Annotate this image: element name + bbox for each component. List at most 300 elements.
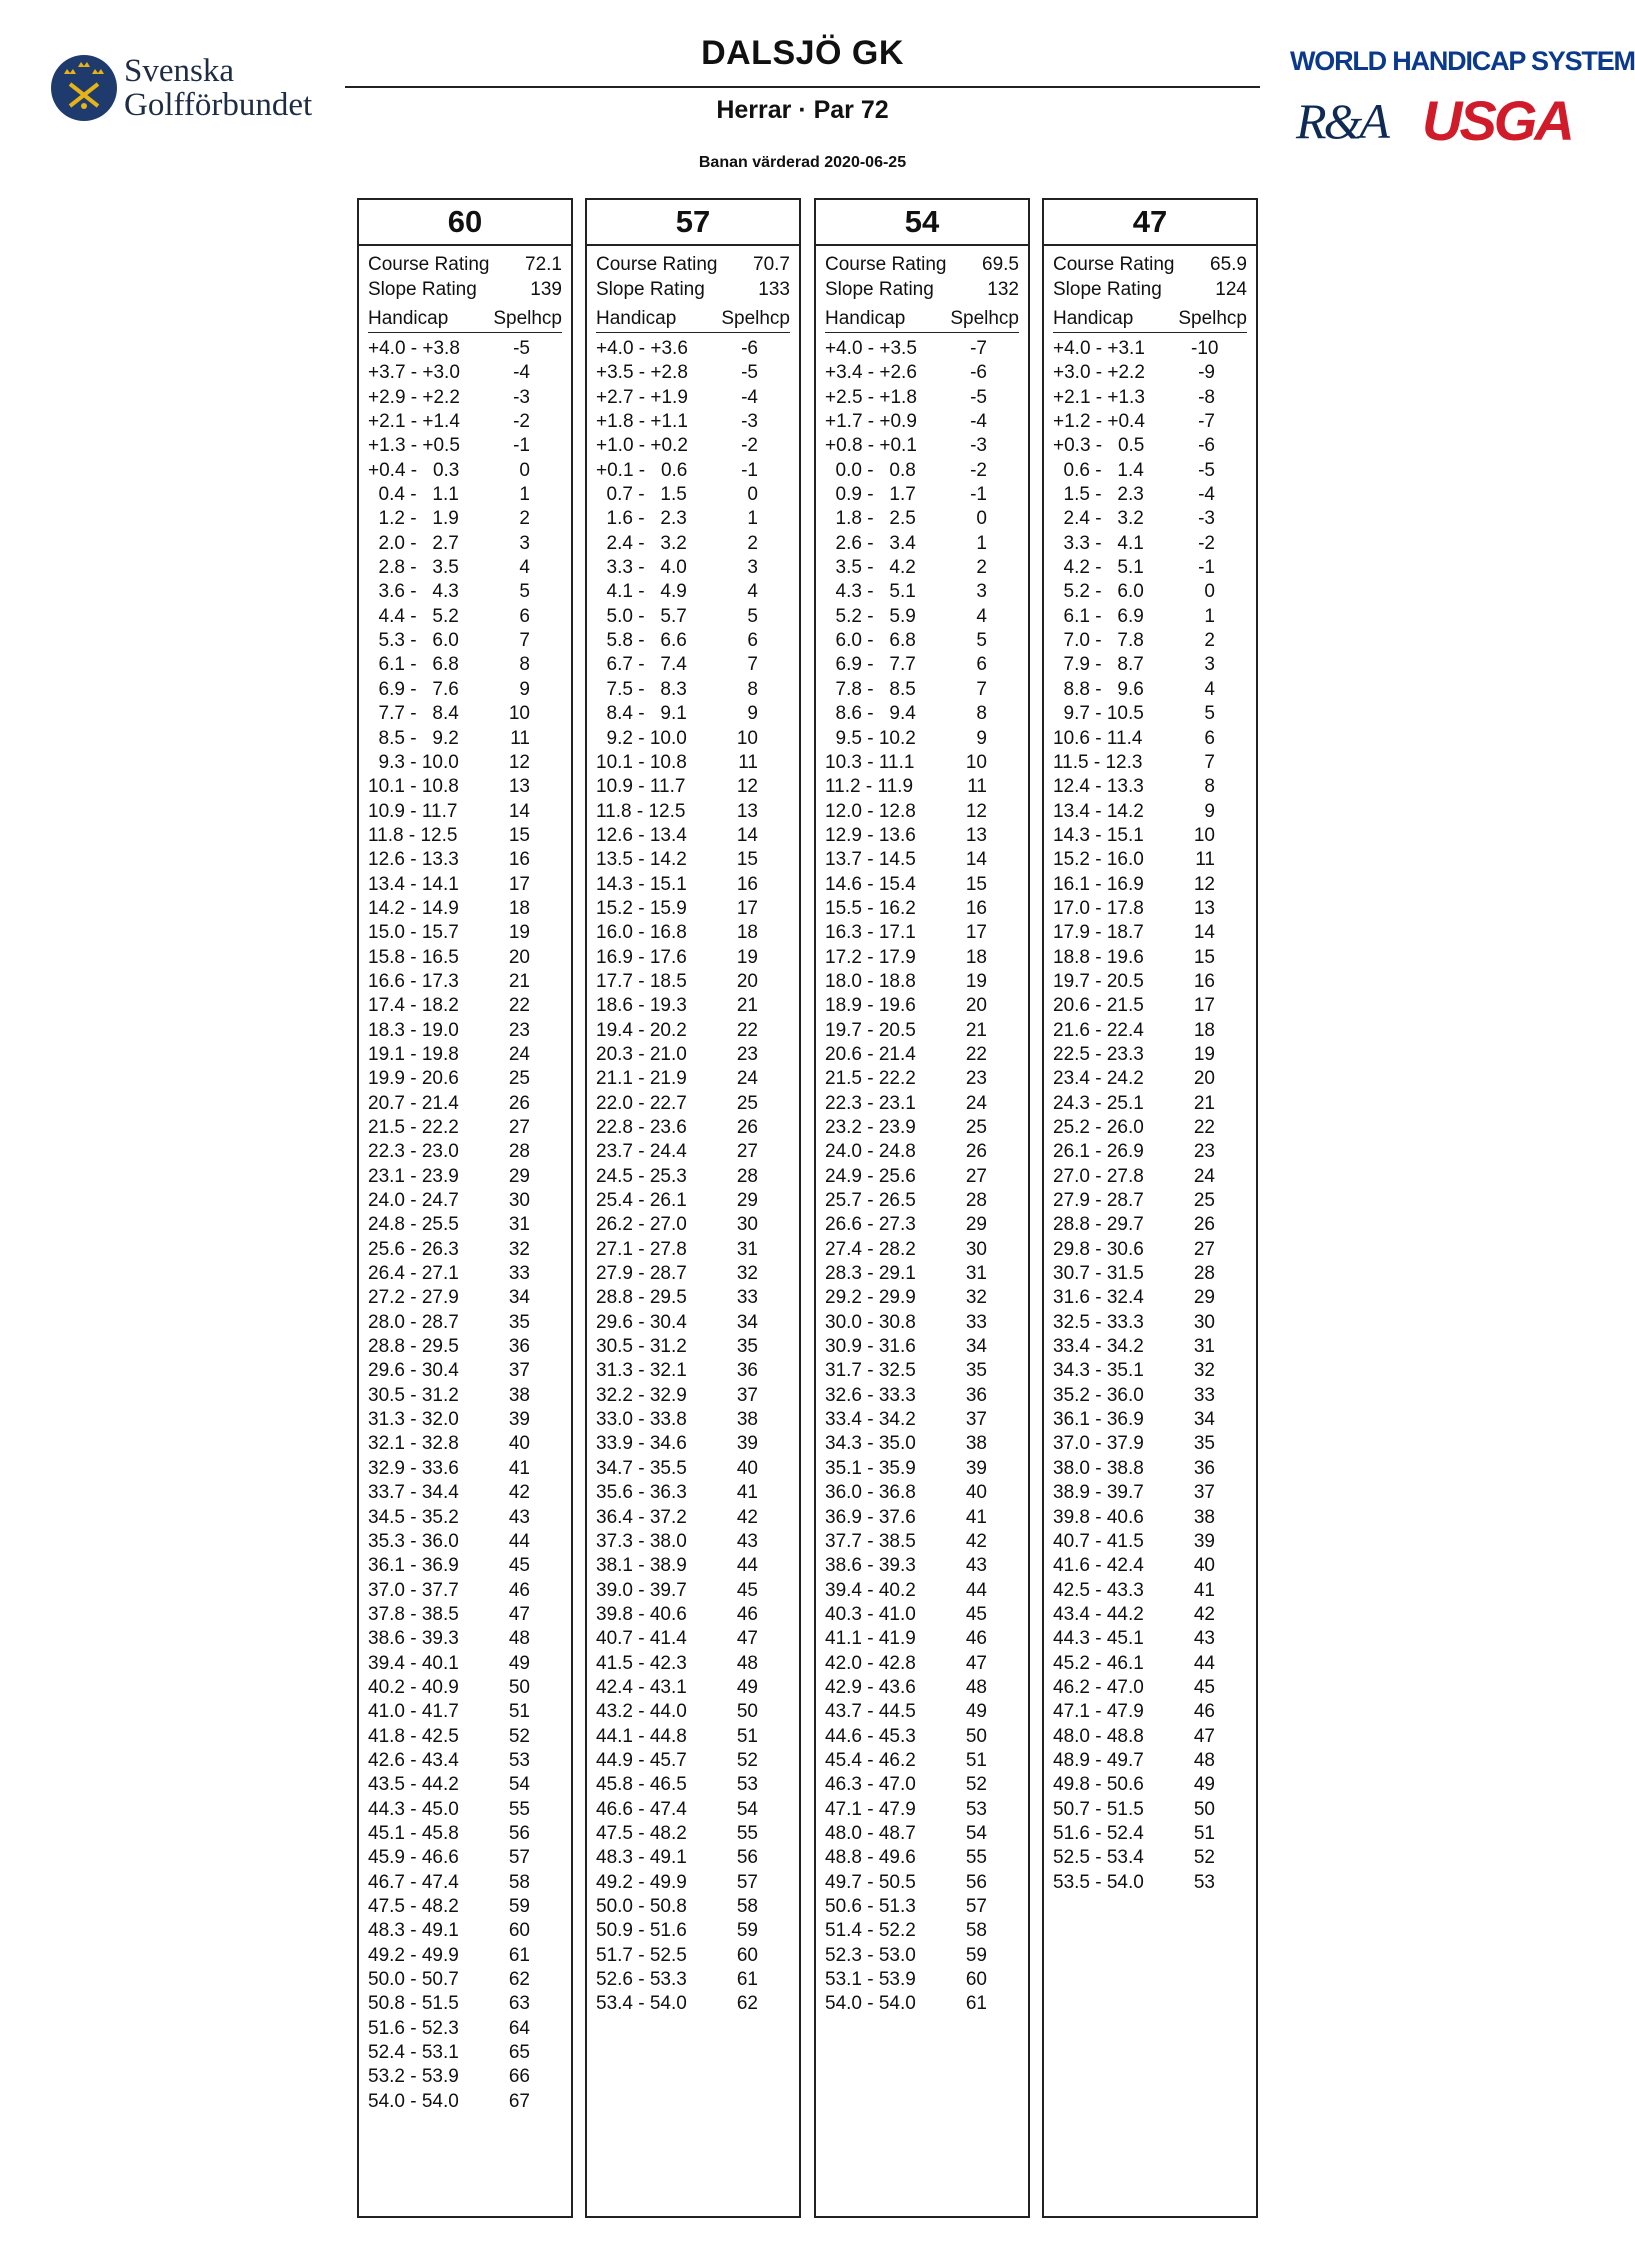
playing-handicap: 44 xyxy=(508,1530,530,1552)
handicap-range: 5.0 - 5.7 xyxy=(596,605,687,627)
handicap-range: 27.9 - 28.7 xyxy=(596,1263,687,1285)
table-row xyxy=(368,1700,571,1724)
table-row xyxy=(368,1652,571,1676)
playing-handicap: 51 xyxy=(1193,1822,1215,1844)
playing-handicap: 32 xyxy=(965,1287,987,1309)
handicap-range: 3.6 - 4.3 xyxy=(368,581,459,603)
playing-handicap: 2 xyxy=(1204,630,1215,652)
playing-handicap: 44 xyxy=(965,1579,987,1601)
playing-handicap: 31 xyxy=(965,1263,987,1285)
table-row xyxy=(1053,1530,1256,1554)
table-row xyxy=(825,1798,1028,1822)
playing-handicap: 21 xyxy=(736,995,758,1017)
handicap-range: 37.8 - 38.5 xyxy=(368,1603,459,1625)
handicap-range: 10.6 - 11.4 xyxy=(1053,727,1143,749)
playing-handicap: 40 xyxy=(508,1433,530,1455)
playing-handicap: -3 xyxy=(741,411,758,433)
tee-column xyxy=(814,198,1030,2218)
table-row xyxy=(825,1603,1028,1627)
handicap-range: 12.9 - 13.6 xyxy=(825,824,916,846)
playing-handicap: 54 xyxy=(508,1774,530,1796)
playing-handicap: 15 xyxy=(1193,946,1215,968)
playing-handicap: 9 xyxy=(976,727,987,749)
table-row xyxy=(596,1189,799,1213)
table-row xyxy=(596,1846,799,1870)
table-row xyxy=(825,1846,1028,1870)
playing-handicap: 43 xyxy=(1193,1628,1215,1650)
table-row xyxy=(596,1092,799,1116)
table-row xyxy=(368,1530,571,1554)
table-row xyxy=(596,1043,799,1067)
playing-handicap: 11 xyxy=(1195,849,1215,871)
handicap-range: 16.6 - 17.3 xyxy=(368,970,459,992)
playing-handicap: 11 xyxy=(967,776,987,798)
handicap-range: 17.2 - 17.9 xyxy=(825,946,916,968)
playing-handicap: -2 xyxy=(741,435,758,457)
handicap-range: 5.2 - 5.9 xyxy=(825,605,916,627)
handicap-range: 21.6 - 22.4 xyxy=(1053,1019,1144,1041)
handicap-range: 32.2 - 32.9 xyxy=(596,1384,687,1406)
handicap-range: 0.0 - 0.8 xyxy=(825,459,916,481)
table-row xyxy=(368,1919,571,1943)
handicap-range: 17.7 - 18.5 xyxy=(596,970,687,992)
handicap-range: 26.4 - 27.1 xyxy=(368,1263,459,1285)
table-row xyxy=(1053,580,1256,604)
table-row xyxy=(368,2065,571,2089)
table-row xyxy=(596,1506,799,1530)
title-divider xyxy=(345,86,1260,88)
playing-handicap: 21 xyxy=(965,1019,987,1041)
handicap-range: 34.3 - 35.1 xyxy=(1053,1360,1144,1382)
tee-header: 47 xyxy=(1044,200,1256,246)
table-row xyxy=(596,1481,799,1505)
playing-handicap: 10 xyxy=(736,727,758,749)
playing-handicap: -1 xyxy=(741,459,758,481)
playing-handicap: 29 xyxy=(508,1165,530,1187)
table-row xyxy=(1053,386,1256,410)
table-row xyxy=(596,483,799,507)
playing-handicap: 53 xyxy=(508,1749,530,1771)
handicap-range: +2.9 - +2.2 xyxy=(368,386,460,408)
table-row xyxy=(596,1944,799,1968)
playing-handicap: 32 xyxy=(1193,1360,1215,1382)
playing-handicap: 50 xyxy=(965,1725,987,1747)
table-row xyxy=(596,1579,799,1603)
playing-handicap: 43 xyxy=(736,1530,758,1552)
playing-handicap: 39 xyxy=(736,1433,758,1455)
table-row xyxy=(1053,800,1256,824)
handicap-range: 50.0 - 50.7 xyxy=(368,1969,459,1991)
handicap-range: 46.2 - 47.0 xyxy=(1053,1676,1144,1698)
handicap-range: 24.3 - 25.1 xyxy=(1053,1092,1144,1114)
playing-handicap: 61 xyxy=(965,1993,987,2015)
handicap-range: 42.6 - 43.4 xyxy=(368,1749,459,1771)
table-row xyxy=(1053,507,1256,531)
playing-handicap: 40 xyxy=(736,1457,758,1479)
handicap-range: 1.5 - 2.3 xyxy=(1053,484,1144,506)
playing-handicap: 40 xyxy=(965,1482,987,1504)
handicap-range: 31.7 - 32.5 xyxy=(825,1360,916,1382)
handicap-range: 29.6 - 30.4 xyxy=(368,1360,459,1382)
handicap-range: 48.3 - 49.1 xyxy=(596,1847,687,1869)
table-row xyxy=(368,1213,571,1237)
playing-handicap: 45 xyxy=(965,1603,987,1625)
table-row xyxy=(368,1944,571,1968)
playing-handicap: 48 xyxy=(508,1628,530,1650)
table-row xyxy=(596,1627,799,1651)
playing-handicap: 55 xyxy=(736,1822,758,1844)
playing-handicap: 18 xyxy=(965,946,987,968)
tee-header: 57 xyxy=(587,200,799,246)
table-row xyxy=(368,994,571,1018)
table-row xyxy=(368,1992,571,2016)
playing-handicap: 9 xyxy=(747,703,758,725)
handicap-range: 0.6 - 1.4 xyxy=(1053,459,1144,481)
handicap-range: 11.2 - 11.9 xyxy=(825,776,914,798)
table-row xyxy=(368,678,571,702)
handicap-range: 2.4 - 3.2 xyxy=(596,532,687,554)
playing-handicap: 41 xyxy=(965,1506,987,1528)
slope-rating-value: 132 xyxy=(987,279,1019,300)
playing-handicap: 47 xyxy=(508,1603,530,1625)
playing-handicap: -7 xyxy=(1198,411,1215,433)
playing-handicap: -1 xyxy=(513,435,530,457)
handicap-range: +4.0 - +3.8 xyxy=(368,338,460,359)
table-row xyxy=(596,532,799,556)
slope-rating-row xyxy=(368,277,562,302)
playing-handicap: 7 xyxy=(1204,751,1215,773)
playing-handicap: 37 xyxy=(965,1409,987,1431)
handicap-range: 7.8 - 8.5 xyxy=(825,678,916,700)
table-row xyxy=(825,1773,1028,1797)
handicap-header: Handicap xyxy=(1053,308,1134,329)
tee-ratings xyxy=(587,246,799,302)
table-row xyxy=(825,459,1028,483)
handicap-range: +0.4 - 0.3 xyxy=(368,459,460,481)
table-row xyxy=(368,507,571,531)
table-row xyxy=(825,1335,1028,1359)
handicap-range: 23.7 - 24.4 xyxy=(596,1141,687,1163)
handicap-range: 13.4 - 14.2 xyxy=(1053,800,1144,822)
playing-handicap: -1 xyxy=(970,484,987,506)
slope-rating-label: Slope Rating xyxy=(825,279,934,300)
table-row xyxy=(1053,1262,1256,1286)
handicap-range: 31.3 - 32.1 xyxy=(596,1360,687,1382)
slope-rating-label: Slope Rating xyxy=(368,279,477,300)
table-row xyxy=(825,1944,1028,1968)
playing-handicap: 10 xyxy=(508,703,530,725)
playing-handicap: 0 xyxy=(1204,581,1215,603)
table-row xyxy=(825,970,1028,994)
table-row xyxy=(596,970,799,994)
handicap-range: 48.3 - 49.1 xyxy=(368,1920,459,1942)
table-row xyxy=(1053,727,1256,751)
table-row xyxy=(368,459,571,483)
table-row xyxy=(825,605,1028,629)
playing-handicap: 10 xyxy=(1193,824,1215,846)
handicap-range: 26.1 - 26.9 xyxy=(1053,1141,1144,1163)
tee-ratings xyxy=(816,246,1028,302)
table-row xyxy=(1053,1798,1256,1822)
handicap-range: 46.3 - 47.0 xyxy=(825,1774,916,1796)
whs-logo: WORLD HANDICAP SYSTEM xyxy=(1290,46,1635,76)
handicap-range: 24.8 - 25.5 xyxy=(368,1214,459,1236)
playing-handicap: 5 xyxy=(747,605,758,627)
handicap-range: +1.8 - +1.1 xyxy=(596,411,688,433)
handicap-range: 36.4 - 37.2 xyxy=(596,1506,687,1528)
playing-handicap: 31 xyxy=(1193,1336,1215,1358)
table-row xyxy=(596,1140,799,1164)
table-row xyxy=(825,1189,1028,1213)
handicap-range: 43.5 - 44.2 xyxy=(368,1774,459,1796)
handicap-range: 28.8 - 29.5 xyxy=(368,1336,459,1358)
playing-handicap: 56 xyxy=(965,1871,987,1893)
handicap-range: 45.4 - 46.2 xyxy=(825,1749,916,1771)
spelhcp-header: Spelhcp xyxy=(493,308,562,329)
playing-handicap: 42 xyxy=(965,1530,987,1552)
table-row xyxy=(368,2041,571,2065)
handicap-range: 49.8 - 50.6 xyxy=(1053,1774,1144,1796)
handicap-range: 18.8 - 19.6 xyxy=(1053,946,1144,968)
handicap-range: 39.4 - 40.2 xyxy=(825,1579,916,1601)
handicap-range: 19.9 - 20.6 xyxy=(368,1068,459,1090)
handicap-range: 35.3 - 36.0 xyxy=(368,1530,459,1552)
playing-handicap: 48 xyxy=(736,1652,758,1674)
table-row xyxy=(368,1262,571,1286)
handicap-range: 7.0 - 7.8 xyxy=(1053,630,1144,652)
handicap-range: 44.1 - 44.8 xyxy=(596,1725,687,1747)
table-row xyxy=(1053,1019,1256,1043)
playing-handicap: 45 xyxy=(736,1579,758,1601)
tee-column xyxy=(357,198,573,2218)
playing-handicap: 16 xyxy=(1193,970,1215,992)
table-row xyxy=(368,1603,571,1627)
playing-handicap: 12 xyxy=(965,800,987,822)
playing-handicap: -7 xyxy=(970,338,987,359)
table-row xyxy=(596,434,799,458)
handicap-range: 49.2 - 49.9 xyxy=(368,1944,459,1966)
handicap-range: 16.1 - 16.9 xyxy=(1053,873,1144,895)
table-row xyxy=(825,1408,1028,1432)
handicap-range: 3.3 - 4.0 xyxy=(596,557,687,579)
handicap-range: 18.0 - 18.8 xyxy=(825,970,916,992)
playing-handicap: 29 xyxy=(736,1190,758,1212)
playing-handicap: 19 xyxy=(736,946,758,968)
playing-handicap: 2 xyxy=(519,508,530,530)
handicap-range: 49.7 - 50.5 xyxy=(825,1871,916,1893)
table-row xyxy=(596,410,799,434)
handicap-range: 27.9 - 28.7 xyxy=(1053,1190,1144,1212)
slope-rating-value: 133 xyxy=(758,279,790,300)
table-row xyxy=(825,702,1028,726)
playing-handicap: 30 xyxy=(1193,1311,1215,1333)
table-row xyxy=(368,361,571,385)
handicap-range: 40.7 - 41.4 xyxy=(596,1628,687,1650)
tee-ratings xyxy=(359,246,571,302)
handicap-range: 30.9 - 31.6 xyxy=(825,1336,916,1358)
playing-handicap: -6 xyxy=(1198,435,1215,457)
playing-handicap: 3 xyxy=(519,532,530,554)
table-row xyxy=(825,1043,1028,1067)
playing-handicap: 58 xyxy=(736,1896,758,1917)
playing-handicap: 30 xyxy=(736,1214,758,1236)
course-rating-row xyxy=(368,252,562,277)
handicap-range: 41.0 - 41.7 xyxy=(368,1701,459,1723)
playing-handicap: -3 xyxy=(513,386,530,408)
table-row xyxy=(596,1384,799,1408)
playing-handicap: 42 xyxy=(1193,1603,1215,1625)
table-row xyxy=(596,653,799,677)
table-row xyxy=(596,1554,799,1578)
table-row xyxy=(596,1652,799,1676)
handicap-range: 15.2 - 16.0 xyxy=(1053,849,1144,871)
handicap-range: 41.5 - 42.3 xyxy=(596,1652,687,1674)
spelhcp-header: Spelhcp xyxy=(950,308,1019,329)
table-row xyxy=(825,1165,1028,1189)
playing-handicap: -4 xyxy=(970,411,987,433)
table-header xyxy=(596,306,790,333)
table-row xyxy=(825,434,1028,458)
playing-handicap: 59 xyxy=(508,1896,530,1917)
playing-handicap: -4 xyxy=(1198,484,1215,506)
table-row xyxy=(825,824,1028,848)
handicap-range: 26.6 - 27.3 xyxy=(825,1214,916,1236)
playing-handicap: 54 xyxy=(965,1822,987,1844)
table-row xyxy=(825,1700,1028,1724)
playing-handicap: 23 xyxy=(736,1043,758,1065)
playing-handicap: 25 xyxy=(736,1092,758,1114)
handicap-range: 34.7 - 35.5 xyxy=(596,1457,687,1479)
table-row xyxy=(596,580,799,604)
handicap-range: 24.5 - 25.3 xyxy=(596,1165,687,1187)
table-row xyxy=(368,1116,571,1140)
playing-handicap: 66 xyxy=(508,2066,530,2088)
playing-handicap: 18 xyxy=(1193,1019,1215,1041)
table-row xyxy=(368,434,571,458)
playing-handicap: 13 xyxy=(508,776,530,798)
table-row xyxy=(1053,361,1256,385)
table-row xyxy=(368,897,571,921)
playing-handicap: 1 xyxy=(976,532,987,554)
table-row xyxy=(825,1286,1028,1310)
table-row xyxy=(825,556,1028,580)
table-row xyxy=(1053,1165,1256,1189)
table-row xyxy=(1053,921,1256,945)
table-row xyxy=(368,2017,571,2041)
table-row xyxy=(368,1579,571,1603)
playing-handicap: 15 xyxy=(736,849,758,871)
playing-handicap: 14 xyxy=(1193,922,1215,944)
handicap-range: 10.1 - 10.8 xyxy=(368,776,459,798)
table-row xyxy=(825,1359,1028,1383)
playing-handicap: 35 xyxy=(965,1360,987,1382)
playing-handicap: 12 xyxy=(1193,873,1215,895)
handicap-range: 37.7 - 38.5 xyxy=(825,1530,916,1552)
table-row xyxy=(1053,410,1256,434)
playing-handicap: 37 xyxy=(508,1360,530,1382)
handicap-range: 32.9 - 33.6 xyxy=(368,1457,459,1479)
table-row xyxy=(596,751,799,775)
playing-handicap: 22 xyxy=(508,995,530,1017)
handicap-range: 51.6 - 52.3 xyxy=(368,2017,459,2039)
playing-handicap: 20 xyxy=(965,995,987,1017)
table-row xyxy=(368,1627,571,1651)
course-rating-value: 65.9 xyxy=(1210,254,1247,275)
handicap-range: 30.5 - 31.2 xyxy=(368,1384,459,1406)
playing-handicap: 59 xyxy=(736,1920,758,1942)
usga-logo: USGA xyxy=(1422,89,1572,152)
handicap-range: 1.8 - 2.5 xyxy=(825,508,916,530)
handicap-range: 53.5 - 54.0 xyxy=(1053,1871,1144,1893)
tee-column xyxy=(1042,198,1258,2218)
table-row xyxy=(1053,629,1256,653)
table-row xyxy=(825,1871,1028,1895)
playing-handicap: -3 xyxy=(1198,508,1215,530)
playing-handicap: 15 xyxy=(965,873,987,895)
handicap-range: 9.3 - 10.0 xyxy=(368,751,459,773)
playing-handicap: -4 xyxy=(741,386,758,408)
handicap-range: 15.8 - 16.5 xyxy=(368,946,459,968)
table-row xyxy=(368,1773,571,1797)
table-row xyxy=(825,1457,1028,1481)
handicap-range: +4.0 - +3.6 xyxy=(596,338,688,359)
table-row xyxy=(368,1846,571,1870)
playing-handicap: 29 xyxy=(1193,1287,1215,1309)
table-row xyxy=(596,1871,799,1895)
table-row xyxy=(596,1432,799,1456)
course-rating-label: Course Rating xyxy=(368,254,490,275)
playing-handicap: 3 xyxy=(976,581,987,603)
handicap-range: 1.6 - 2.3 xyxy=(596,508,687,530)
handicap-range: 41.1 - 41.9 xyxy=(825,1628,916,1650)
playing-handicap: 46 xyxy=(508,1579,530,1601)
table-row xyxy=(596,1676,799,1700)
slope-rating-row xyxy=(1053,277,1247,302)
handicap-range: 13.4 - 14.1 xyxy=(368,873,459,895)
handicap-range: 37.3 - 38.0 xyxy=(596,1530,687,1552)
playing-handicap: 14 xyxy=(965,849,987,871)
playing-handicap: 55 xyxy=(965,1847,987,1869)
handicap-range: 52.6 - 53.3 xyxy=(596,1969,687,1991)
handicap-range: 12.0 - 12.8 xyxy=(825,800,916,822)
table-row xyxy=(1053,653,1256,677)
handicap-range: +2.7 - +1.9 xyxy=(596,386,688,408)
handicap-range: 38.0 - 38.8 xyxy=(1053,1457,1144,1479)
playing-handicap: 36 xyxy=(508,1336,530,1358)
table-row xyxy=(825,1676,1028,1700)
table-row xyxy=(368,1092,571,1116)
playing-handicap: 14 xyxy=(508,800,530,822)
playing-handicap: 24 xyxy=(965,1092,987,1114)
table-row xyxy=(825,873,1028,897)
table-row xyxy=(825,1140,1028,1164)
handicap-range: 21.5 - 22.2 xyxy=(825,1068,916,1090)
handicap-range: 50.7 - 51.5 xyxy=(1053,1798,1144,1820)
playing-handicap: 24 xyxy=(1193,1165,1215,1187)
playing-handicap: 54 xyxy=(736,1798,758,1820)
table-row xyxy=(1053,1579,1256,1603)
playing-handicap: 51 xyxy=(508,1701,530,1723)
table-row xyxy=(1053,1067,1256,1091)
table-row xyxy=(825,580,1028,604)
table-row xyxy=(368,824,571,848)
playing-handicap: 46 xyxy=(965,1628,987,1650)
playing-handicap: 33 xyxy=(736,1287,758,1309)
playing-handicap: 34 xyxy=(965,1336,987,1358)
table-row xyxy=(1053,1408,1256,1432)
table-row xyxy=(1053,483,1256,507)
handicap-range: 20.7 - 21.4 xyxy=(368,1092,459,1114)
